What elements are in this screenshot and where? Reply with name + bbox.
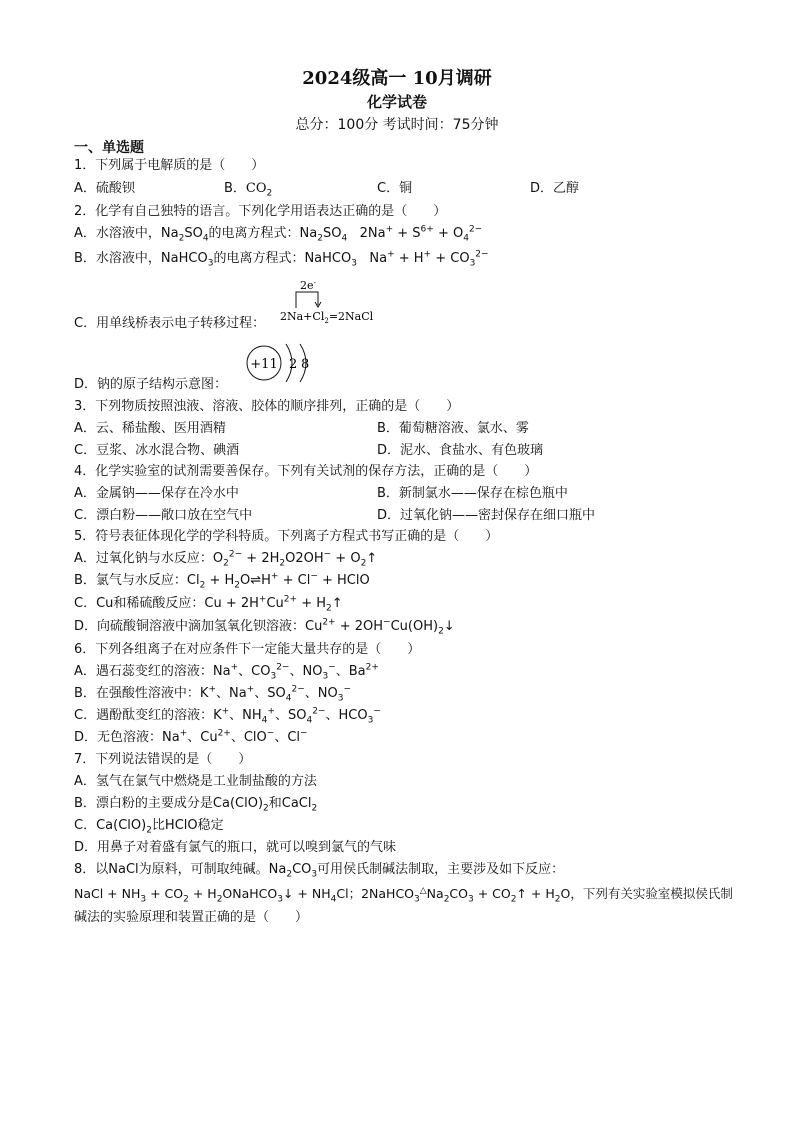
q3-option-b: B．葡萄糖溶液、氯水、雾: [377, 421, 529, 436]
q8-equation-line: NaCl + $NH_3 + CO_2$ + $H_2ONaHCO_3↓ + NH_4Cl$；$2NaHCO_3^\triangle Na_2CO_3$ + $CO_2↑ + H_2O$，下列有关实验室模拟侯氏制: [74, 885, 733, 905]
q6-option-c: C．遇酚酞变红的溶液：K+、$NH_4^+$、$SO_4^{2-}$、$HCO_3^-$: [74, 706, 381, 726]
q2-option-c: C．用单线桥表示电子转移过程：: [74, 316, 266, 331]
q4-option-d: D．过氧化钠——密封保存在细口瓶中: [377, 508, 596, 523]
shell-2-electrons: 8: [301, 357, 310, 372]
q5-option-c: C．Cu和稀硫酸反应：$Cu + 2H^+Cu^{2+}$ + $H_2↑$: [74, 594, 343, 614]
reaction-equation: $2Na+Cl_2=2NaCl$: [280, 310, 374, 325]
question-3-stem: 3．下列物质按照浊液、溶液、胶体的顺序排列，正确的是（ ）: [74, 399, 460, 414]
q6-option-b: B．在强酸性溶液中：K+、Na+、$SO_4^{2-}$、$NO_3^-$: [74, 684, 352, 704]
nucleus-charge: +11: [250, 357, 278, 372]
q5-option-a: A．过氧化钠与水反应：$O_2^{2-} + 2H_2O2OH^-$ + $O_2↑$: [74, 549, 378, 569]
question-5-stem: 5．符号表征体现化学的学科特质。下列离子方程式书写正确的是（ ）: [74, 529, 499, 544]
q1-option-d: D．乙醇: [530, 181, 580, 196]
q4-option-a: A．金属钠——保存在冷水中: [74, 486, 239, 501]
electron-transfer-diagram: [278, 278, 378, 326]
q6-option-d: D．无色溶液：Na+、$Cu^{2+}$、ClO−、Cl−: [74, 728, 308, 745]
q7-option-d: D．用鼻子对着盛有氯气的瓶口，就可以嗅到氯气的气味: [74, 840, 397, 855]
q2-option-a: A．水溶液中，$Na_2SO_4$的电离方程式：$Na_2SO_4$ $2Na^+ + S^{6+} + O_4^{2-}$: [74, 224, 483, 244]
electron-label: 2e-: [300, 279, 316, 292]
q4-option-b: B．新制氯水——保存在棕色瓶中: [377, 486, 568, 501]
q1-option-c: C．铜: [377, 181, 413, 196]
q6-option-a: A．遇石蕊变红的溶液：Na+、$CO_3^{2-}$、$NO_3^-$、$Ba^{2+}$: [74, 662, 379, 682]
q8-stem-line3: 碱法的实验原理和装置正确的是（ ）: [74, 910, 309, 925]
q3-option-a: A．云、稀盐酸、医用酒精: [74, 421, 226, 436]
exam-meta: 总分：100分 考试时间：75分钟: [295, 117, 499, 133]
q5-option-b: B．氯气与水反应：$Cl_2$ + $H_2O\rightleftharpoons H^+ + Cl^-$ + HClO: [74, 571, 370, 591]
question-4-stem: 4．化学实验室的试剂需要善保存。下列有关试剂的保存方法，正确的是（ ）: [74, 464, 538, 479]
q7-option-c: C．$Ca(ClO)_2$比HClO稳定: [74, 818, 224, 836]
q7-option-b: B．漂白粉的主要成分是$Ca(ClO)_2$和CaCl$_2$: [74, 796, 318, 814]
q4-option-c: C．漂白粉——敞口放在空气中: [74, 508, 253, 523]
q1-option-a: A．硫酸钡: [74, 181, 135, 196]
bridge-line: [296, 292, 318, 308]
question-8-stem: 8．以NaCl为原料，可制取纯碱。$Na_2CO_3$可用侯氏制碱法制取，主要涉及如下反应：: [74, 862, 565, 880]
exam-subject: 化学试卷: [366, 93, 427, 111]
q3-option-c: C．豆浆、冰水混合物、碘酒: [74, 443, 240, 458]
question-2-stem: 2．化学有自己独特的语言。下列化学用语表达正确的是（ ）: [74, 204, 447, 219]
question-7-stem: 7．下列说法错误的是（ ）: [74, 752, 252, 767]
q7-option-a: A．氢气在氯气中燃烧是工业制盐酸的方法: [74, 774, 317, 789]
question-1-stem: 1．下列属于电解质的是（ ）: [74, 158, 265, 173]
q2-option-b: B．水溶液中，NaHCO$_3$的电离方程式：NaHCO$_3$ $Na^+ + H^+ + CO_3^{2-}$: [74, 249, 489, 269]
section-heading: 一、单选题: [74, 140, 144, 156]
exam-title: 2024级高一 10月调研: [302, 68, 492, 89]
q1-option-b: B．$CO_2$: [224, 181, 273, 199]
q5-option-d: D．向硫酸铜溶液中滴加氢氧化钡溶液：$Cu^{2+}$ + $2OH^-Cu(OH)_2↓$: [74, 617, 455, 637]
question-6-stem: 6．下列各组离子在对应条件下一定能大量共存的是（ ）: [74, 642, 421, 657]
sodium-atom-diagram: [242, 340, 322, 388]
q2-option-d: D．钠的原子结构示意图：: [74, 377, 228, 392]
q3-option-d: D．泥水、食盐水、有色玻璃: [377, 443, 544, 458]
shell-1-electrons: 2: [289, 357, 298, 372]
